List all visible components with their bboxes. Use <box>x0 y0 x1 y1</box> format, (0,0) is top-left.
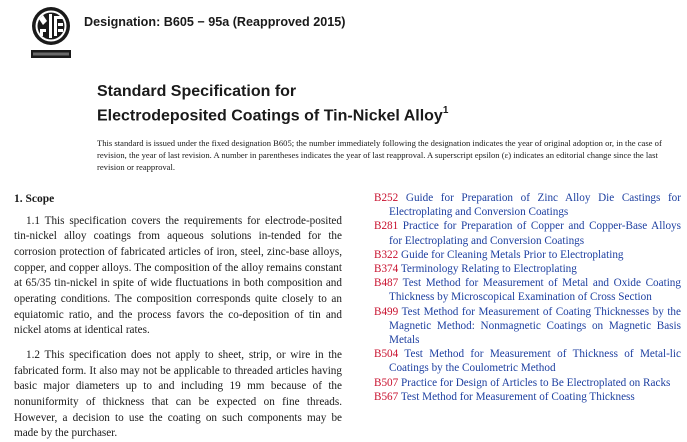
reference-item <box>374 347 681 375</box>
reference-title-link[interactable]: Test Method for Measurement of Coating Thickness <box>400 390 635 403</box>
document-title <box>97 82 657 125</box>
section-heading-scope: 1. Scope <box>14 193 55 205</box>
reference-title-link[interactable]: Guide for Cleaning Metals Prior to Electroplating <box>401 248 624 261</box>
reference-title-link[interactable]: Terminology Relating to Electroplating <box>400 263 577 276</box>
reference-code-link[interactable]: B252 <box>374 192 399 204</box>
reference-code-link[interactable]: B487 <box>374 277 399 290</box>
reference-item <box>374 376 681 390</box>
title-line-1: Standard Specification for <box>97 83 297 100</box>
reference-title-link[interactable]: Test Method for Measurement of Metal and Oxide Coating Thickness by Microscopical Examination of Cross Section <box>389 277 681 304</box>
reference-code-link[interactable]: B322 <box>374 248 399 261</box>
reference-item <box>374 219 681 247</box>
reference-item <box>374 276 681 304</box>
reference-title-link[interactable]: Test Method for Measurement of Coating Thicknesses by the Magnetic Method: Nonmagnetic Coatings on Magnetic Basis Metals <box>389 305 681 347</box>
reference-item <box>374 248 681 262</box>
reference-item <box>374 262 681 276</box>
reference-title-link[interactable]: Test Method for Measurement of Thickness of Metal-lic Coatings by the Coulometric Method <box>389 348 681 375</box>
title-line-2-text: Electrodeposited Coatings of Tin-Nickel Alloy <box>97 106 443 124</box>
astm-international-logo <box>30 5 72 61</box>
scope-paragraph-1-2: 1.2 This specification does not apply to sheet, strip, or wire in the fabricated form. It also may not be applicable to threaded articles having basic major diameters up to and including 19 mm because of the nonuniformity of thickness that can be expected on fine threads. However, a decision to use the coating on such components may be made by the purchaser. <box>14 348 342 440</box>
reference-title-link[interactable]: Guide for Preparation of Zinc Alloy Die Castings for Electroplating and Conversion Coatings <box>389 192 681 219</box>
scope-paragraph-1-1: 1.1 This specification covers the requirements for electrode-posited tin-nickel alloy coatings from aqueous solutions in-tended for the corrosion protection of fabricated articles of iron, steel, zinc-base alloys, copper, and copper alloys. The composition of the alloy remains constant at 65/35 tin-nickel in spite of wide fluctuations in both composition and operating conditions. The composition corresponds quite closely to an equiatomic ratio, and the process favors the co-deposition of tin and nickel atoms at identical rates. <box>14 214 342 337</box>
scope-section <box>14 192 342 442</box>
reference-code-link[interactable]: B504 <box>374 348 399 361</box>
standard-notice: This standard is issued under the fixed designation B605; the number immediately following the designation indicates the year of original adoption or, in the case of revision, the year of last revision. A number in parentheses indicates the year of last reapproval. A superscript epsilon (ε) indicates an editorial change since the last revision or reapproval. <box>97 138 662 172</box>
reference-code-link[interactable]: B507 <box>374 376 399 389</box>
reference-code-link[interactable]: B374 <box>374 263 399 276</box>
reference-item <box>374 305 681 348</box>
referenced-documents-list <box>374 191 681 404</box>
title-line-2 <box>97 102 657 126</box>
designation: Designation: B605 − 95a (Reapproved 2015) <box>84 15 346 29</box>
title-footnote-link[interactable]: 1 <box>442 104 449 116</box>
reference-title-link[interactable]: Practice for Preparation of Copper and Copper-Base Alloys for Electroplating and Conversion Coatings <box>389 220 682 247</box>
reference-item <box>374 390 681 404</box>
reference-code-link[interactable]: B567 <box>374 390 399 403</box>
reference-code-link[interactable]: B281 <box>374 220 399 233</box>
reference-title-link[interactable]: Practice for Design of Articles to Be Electroplated on Racks <box>401 376 671 389</box>
reference-code-link[interactable]: B499 <box>374 305 399 318</box>
reference-item <box>374 191 681 219</box>
